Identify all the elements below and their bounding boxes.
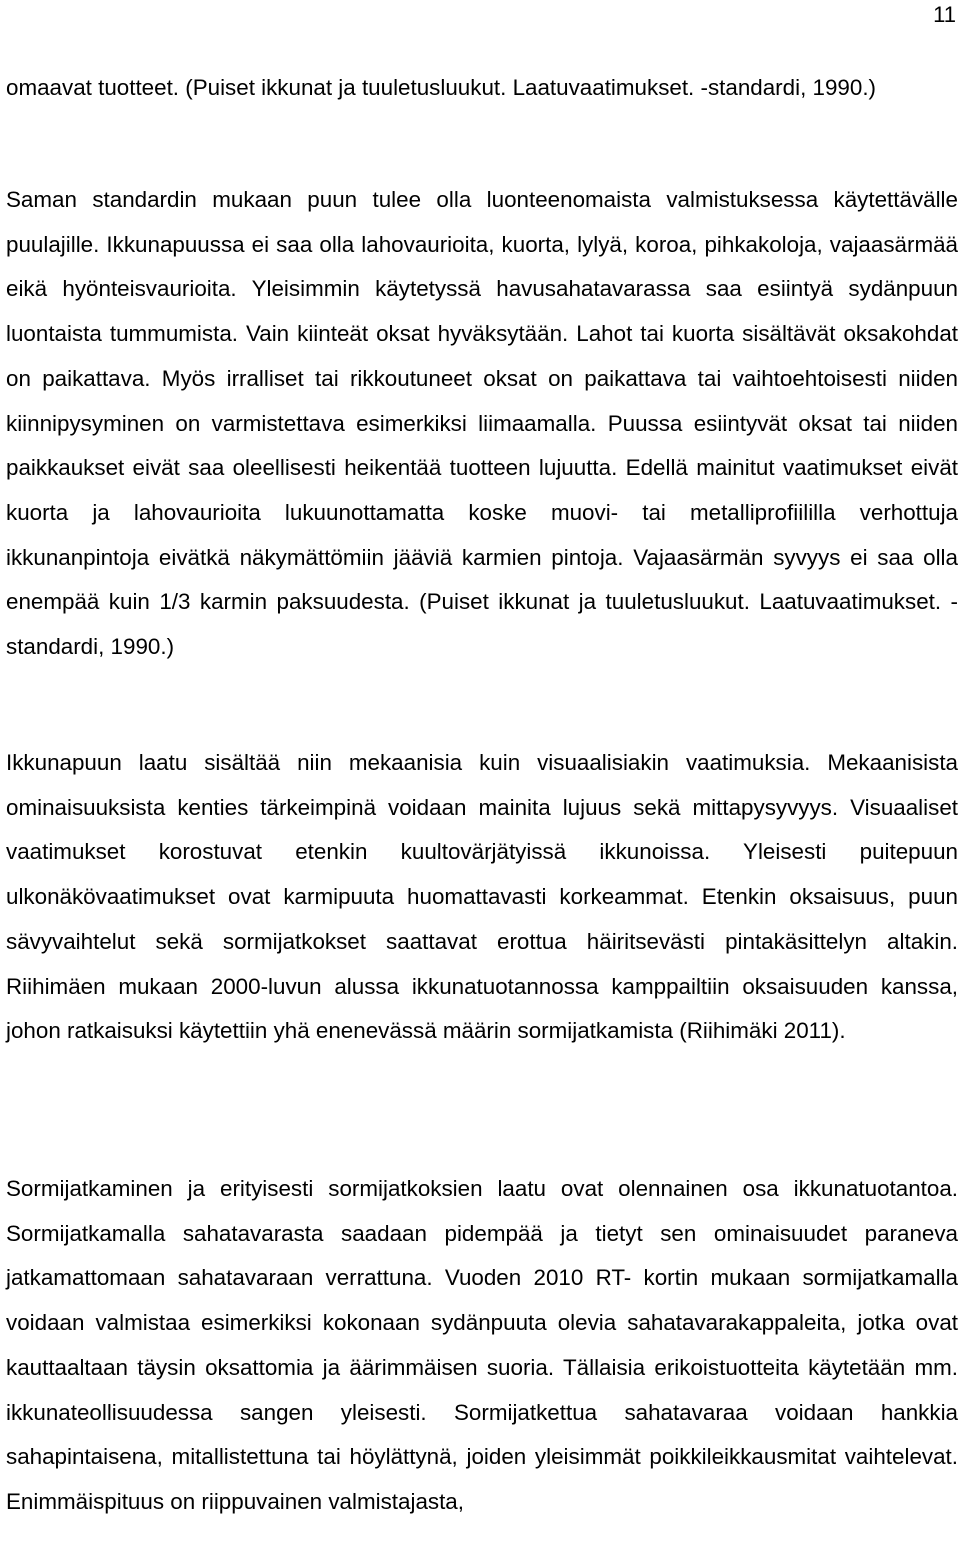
paragraph-text: Saman standardin mukaan puun tulee olla luonteenomaista valmistuksessa käytettävälle puulajille. Ikkunapuussa ei saa olla lahovaurioita, kuorta, lylyä, koroa, pihkakoloja, vajaasärmää eikä hyönteisvaurioita. Yleisimmin käytetyssä havusahatavarassa saa esiintyä sydänpuun luontaista tummumista. Vain kiinteät oksat hyväksytään. Lahot tai kuorta sisältävät oksakohdat on paikattava. Myös irralliset tai rikkoutuneet oksat on paikattava tai vaihtoehtoisesti niiden kiinnipysyminen on varmistettava esimerkiksi liimaamalla. Puussa esiintyvät oksat tai niiden paikkaukset eivät saa oleellisesti heikentää tuotteen lujuutta. Edellä mainitut vaatimukset eivät kuorta ja lahovaurioita lukuunottamatta koske muovi- tai metalliprofiililla verhottuja ikkunanpintoja eivätkä näkymättömiin jääviä karmien pintoja. Vajaasärmän syvyys ei saa olla enempää kuin 1/3 karmin paksuudesta. (Puiset ikkunat ja tuuletusluukut. Laatuvaatimukset. -standardi, 1990.) <box>6 187 958 660</box>
paragraph-text: Sormijatkaminen ja erityisesti sormijatkoksien laatu ovat olennainen osa ikkunatuotantoa. Sormijatkamalla sahatavarasta saadaan pidempää ja tietyt sen ominaisuudet paraneva jatkamattomaan sahatavaraan verrattuna. Vuoden 2010 RT- kortin mukaan sormijatkamalla voidaan valmistaa esimerkiksi kokonaan sydänpuuta olevia sahatavarakappaleita, jotka ovat kauttaaltaan täysin oksattomia ja äärimmäisen suoria. Tällaisia erikoistuotteita käytetään mm. ikkunateollisuudessa sangen yleisesti. Sormijatkettua sahatavaraa voidaan hankkia sahapintaisena, mitallistettuna tai höylättynä, joiden yleisimmät poikkileikkausmitat vaihtelevat. Enimmäispituus on riippuvainen valmistajasta, <box>6 1176 958 1514</box>
paragraph-continuation <box>6 66 958 111</box>
paragraph-text: omaavat tuotteet. (Puiset ikkunat ja tuuletusluukut. Laatuvaatimukset. -standardi, 1990.) <box>6 75 876 100</box>
paragraph-text: Ikkunapuun laatu sisältää niin mekaanisia kuin visuaalisiakin vaatimuksia. Mekaanisista ominaisuuksista kenties tärkeimpinä voidaan mainita lujuus sekä mittapysyvyys. Visuaaliset vaatimukset korostuvat etenkin kuultovärjätyissä ikkunoissa. Yleisesti puitepuun ulkonäkövaatimukset ovat karmipuuta huomattavasti korkeammat. Etenkin oksaisuus, puun sävyvaihtelut sekä sormijatkokset saattavat erottua häiritsevästi pintakäsittelyn altakin. Riihimäen mukaan 2000-luvun alussa ikkunatuotannossa kamppailtiin oksaisuuden kanssa, johon ratkaisuksi käytettiin yhä enenevässä määrin sormijatkamista (Riihimäki 2011). <box>6 750 958 1044</box>
paragraph-window-wood-quality <box>6 741 958 1054</box>
paragraph-finger-jointing <box>6 1167 958 1525</box>
page-number: 11 <box>933 2 956 27</box>
paragraph-standard-requirements <box>6 178 958 670</box>
